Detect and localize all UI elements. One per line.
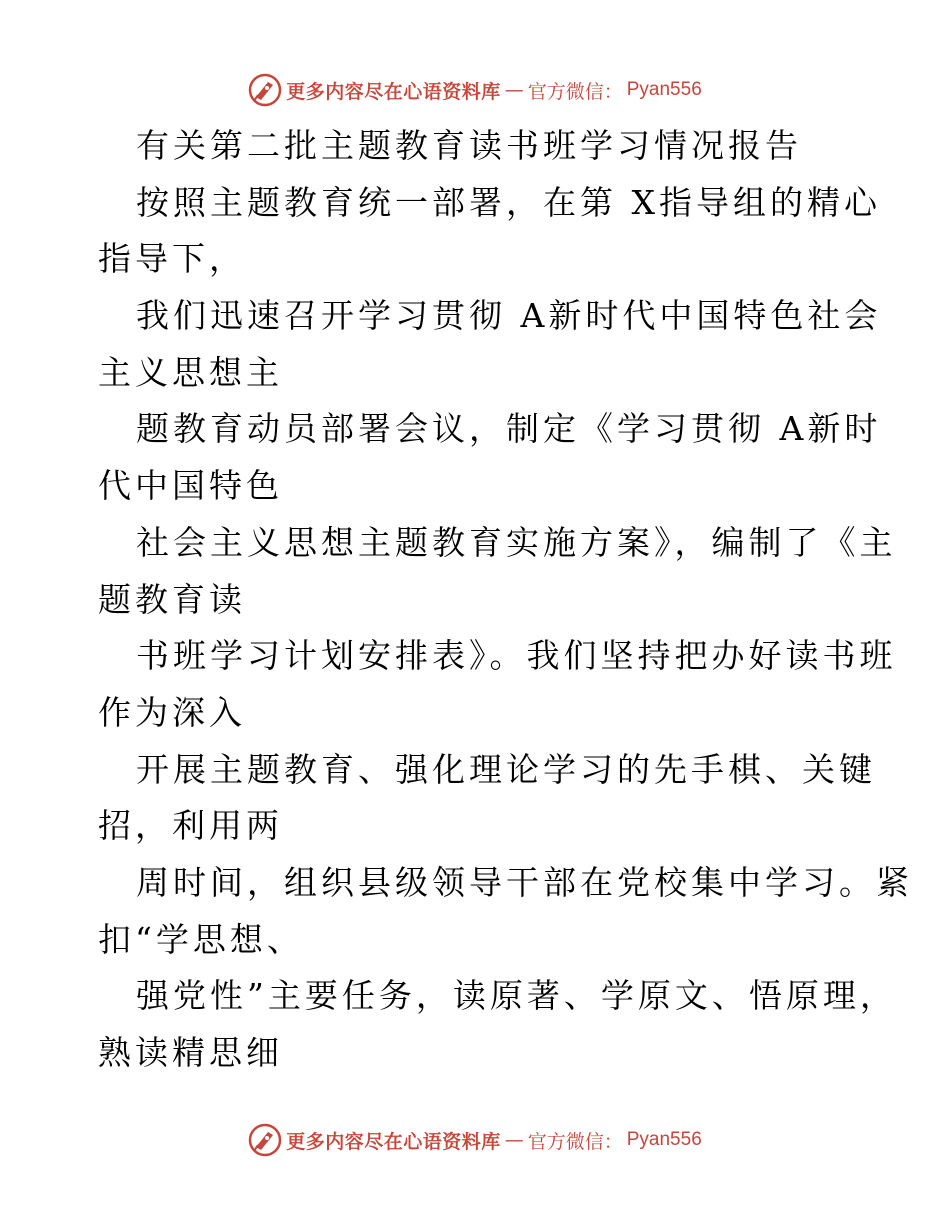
banner-separator: — xyxy=(504,79,524,101)
document-line: 熟读精思细 xyxy=(98,1033,283,1072)
document-line: 我们迅速召开学习贯彻 A新时代中国特色社会 xyxy=(136,296,882,336)
header-banner xyxy=(0,70,950,110)
document-line: 扣“学思想、 xyxy=(98,919,304,959)
footer-banner xyxy=(0,1120,950,1160)
document-line: 题教育动员部署会议，制定《学习贯彻 A新时 xyxy=(136,409,882,449)
document-line: 按照主题教育统一部署，在第 X指导组的精心 xyxy=(136,182,881,222)
banner-separator: — xyxy=(504,1129,524,1151)
document-line: 有关第二批主题教育读书班学习情况报告 xyxy=(136,126,802,165)
document-line: 指导下， xyxy=(98,239,246,279)
document-line: 招，利用两 xyxy=(98,806,283,846)
document-line: 强党性”主要任务，读原著、学原文、悟原理， xyxy=(136,976,897,1016)
banner-site-name: 更多内容尽在心语资料库 xyxy=(286,80,501,103)
document-body xyxy=(98,118,913,1082)
banner-wechat-label: 官方微信： xyxy=(527,80,623,103)
document-line: 主义思想主 xyxy=(98,352,283,392)
document-line: 周时间，组织县级领导干部在党校集中学习。紧 xyxy=(136,862,913,902)
document-line: 作为深入 xyxy=(98,692,246,732)
document-line: 社会主义思想主题教育实施方案》，编制了《主 xyxy=(136,522,897,562)
banner-wechat-id: Pyan556 xyxy=(626,79,702,100)
document-line: 书班学习计划安排表》。我们坚持把办好读书班 xyxy=(136,636,897,676)
banner-site-name: 更多内容尽在心语资料库 xyxy=(286,1130,501,1153)
banner-wechat-id: Pyan556 xyxy=(626,1129,702,1150)
pen-nib-logo-icon xyxy=(248,1123,282,1157)
banner-wechat-label: 官方微信： xyxy=(527,1130,623,1153)
document-line: 代中国特色 xyxy=(98,466,283,506)
document-line: 开展主题教育、强化理论学习的先手棋、关键 xyxy=(136,749,876,789)
document-line: 题教育读 xyxy=(98,579,246,619)
pen-nib-logo-icon xyxy=(248,73,282,107)
